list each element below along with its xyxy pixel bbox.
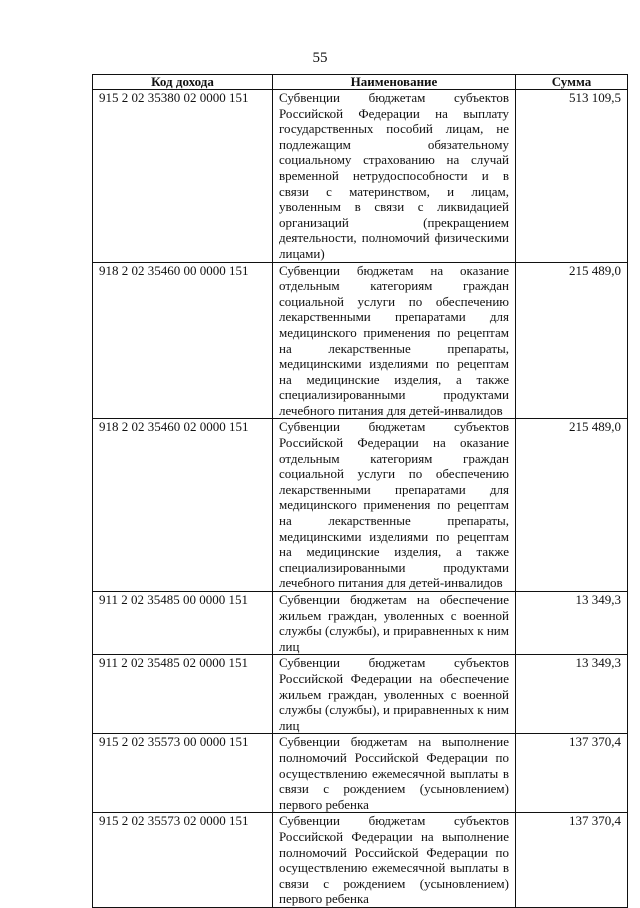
revenue-code: 911 2 02 35485 02 0000 151 — [93, 655, 273, 734]
revenue-sum: 13 349,3 — [516, 592, 628, 655]
header-code: Код дохода — [93, 75, 273, 90]
revenue-name: Субвенции бюджетам на обеспечение жильем граждан, уволенных с военной службы (службы), и приравненных к ним лиц — [273, 592, 516, 655]
revenue-sum: 215 489,0 — [516, 262, 628, 419]
revenue-code: 918 2 02 35460 02 0000 151 — [93, 419, 273, 592]
revenue-code: 911 2 02 35485 00 0000 151 — [93, 592, 273, 655]
revenue-code: 915 2 02 35573 02 0000 151 — [93, 813, 273, 908]
table-row — [93, 419, 628, 592]
revenue-sum: 13 349,3 — [516, 655, 628, 734]
table-row — [93, 592, 628, 655]
revenue-name: Субвенции бюджетам субъектов Российской Федерации на выполнение полномочий Российской Федерации по осуществлению ежемесячной выплаты в связи с рождением (усыновлением) первого ребенка — [273, 813, 516, 908]
header-sum: Сумма — [516, 75, 628, 90]
revenue-code: 915 2 02 35573 00 0000 151 — [93, 734, 273, 813]
revenue-name: Субвенции бюджетам субъектов Российской Федерации на оказание отдельным категориям граждан социальной услуги по обеспечению лекарственными препаратами для медицинского применения по рецептам на лекарственные препараты, медицинскими изделиями по рецептам на медицинские изделия, а также специализированными продуктами лечебного питания для детей-инвалидов — [273, 419, 516, 592]
header-name: Наименование — [273, 75, 516, 90]
revenue-name: Субвенции бюджетам на оказание отдельным категориям граждан социальной услуги по обеспечению лекарственными препаратами для медицинского применения по рецептам на лекарственные препараты, медицинскими изделиями по рецептам на медицинские изделия, а также специализированными продуктами лечебного питания для детей-инвалидов — [273, 262, 516, 419]
revenue-sum: 137 370,4 — [516, 734, 628, 813]
table-row — [93, 262, 628, 419]
table-row — [93, 655, 628, 734]
table-row — [93, 90, 628, 263]
revenue-name: Субвенции бюджетам субъектов Российской Федерации на обеспечение жильем граждан, уволенных с военной службы (службы), и приравненных к ним лиц — [273, 655, 516, 734]
revenue-sum: 215 489,0 — [516, 419, 628, 592]
revenue-name: Субвенции бюджетам субъектов Российской Федерации на выплату государственных пособий лицам, не подлежащим обязательному социальному страхованию на случай временной нетрудоспособности и в связи с материнством, и лицам, уволенным в связи с ликвидацией организаций (прекращением деятельности, полномочий физическими лицами) — [273, 90, 516, 263]
revenue-code: 915 2 02 35380 02 0000 151 — [93, 90, 273, 263]
table-header-row — [93, 75, 628, 90]
revenue-name: Субвенции бюджетам на выполнение полномочий Российской Федерации по осуществлению ежемесячной выплаты в связи с рождением (усыновлением) первого ребенка — [273, 734, 516, 813]
table-row — [93, 734, 628, 813]
revenue-sum: 137 370,4 — [516, 813, 628, 908]
revenue-sum: 513 109,5 — [516, 90, 628, 263]
revenue-code: 918 2 02 35460 00 0000 151 — [93, 262, 273, 419]
table-row — [93, 813, 628, 908]
page-number: 55 — [312, 50, 328, 66]
revenue-table — [92, 74, 628, 908]
